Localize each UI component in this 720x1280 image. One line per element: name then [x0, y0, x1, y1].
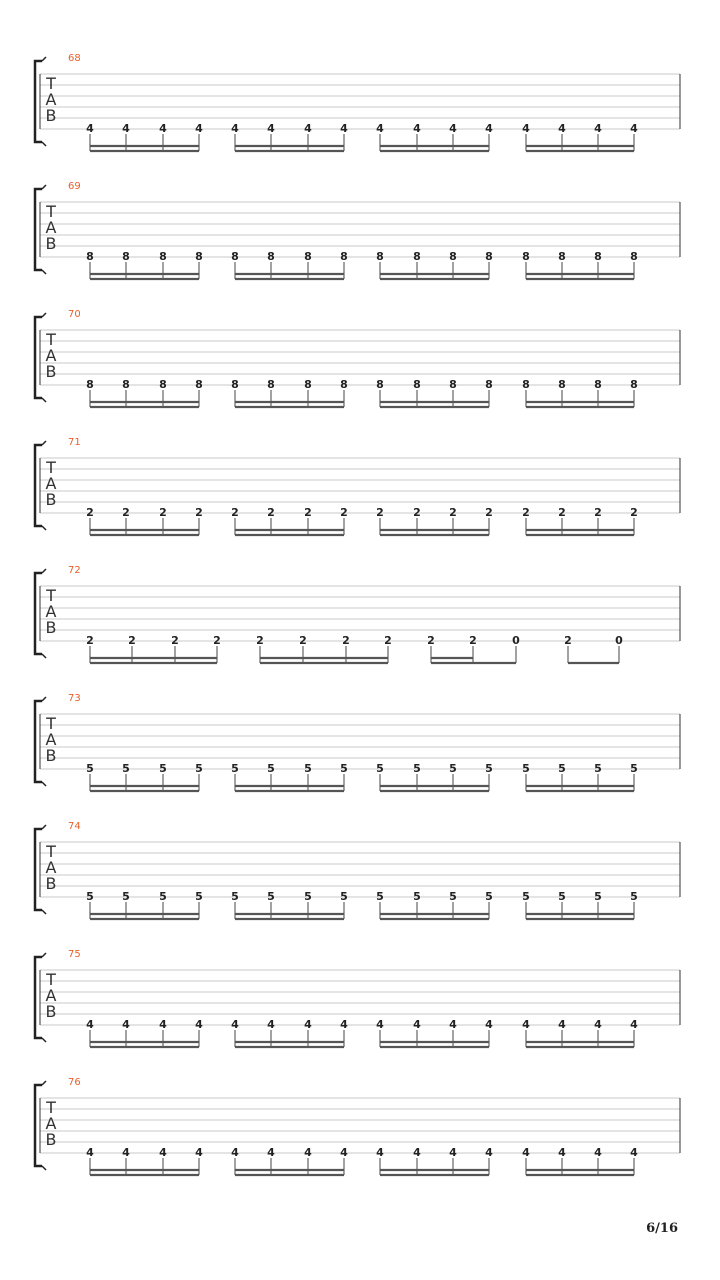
fret-number: 5: [485, 890, 493, 903]
fret-number: 5: [195, 890, 203, 903]
tab-clef-letter: B: [45, 746, 57, 765]
fret-number: 4: [159, 1018, 167, 1031]
system-bracket: [35, 573, 42, 654]
fret-number: 2: [86, 506, 94, 519]
fret-number: 4: [159, 122, 167, 135]
fret-number: 8: [594, 378, 602, 391]
fret-number: 4: [630, 1018, 638, 1031]
fret-number: 5: [304, 890, 312, 903]
fret-number: 8: [485, 250, 493, 263]
fret-number: 8: [413, 250, 421, 263]
tab-clef-letter: T: [46, 1098, 56, 1117]
bracket-hook-top: [42, 1081, 46, 1085]
fret-number: 5: [449, 890, 457, 903]
bracket-hook-top: [42, 441, 46, 445]
fret-number: 5: [267, 762, 275, 775]
fret-number: 5: [159, 762, 167, 775]
fret-number: 5: [86, 890, 94, 903]
tab-clef-letter: A: [45, 1114, 57, 1133]
fret-number: 4: [413, 122, 421, 135]
fret-number: 2: [195, 506, 203, 519]
tab-clef-letter: T: [46, 586, 56, 605]
bracket-hook-top: [42, 825, 46, 829]
fret-number: 4: [267, 1146, 275, 1159]
fret-number: 4: [231, 122, 239, 135]
measure-number: 72: [68, 565, 81, 576]
fret-number: 4: [304, 122, 312, 135]
system-bracket: [35, 701, 42, 782]
fret-number: 2: [594, 506, 602, 519]
fret-number: 2: [171, 634, 179, 647]
bracket-hook-bottom: [42, 1038, 46, 1042]
fret-number: 8: [86, 250, 94, 263]
fret-number: 2: [267, 506, 275, 519]
fret-number: 4: [340, 122, 348, 135]
tab-clef-letter: A: [45, 218, 57, 237]
tab-clef-letter: A: [45, 474, 57, 493]
fret-number: 4: [340, 1146, 348, 1159]
fret-number: 8: [195, 378, 203, 391]
fret-number: 4: [413, 1146, 421, 1159]
system-bracket: [35, 61, 42, 142]
fret-number: 8: [122, 250, 130, 263]
fret-number: 4: [522, 1146, 530, 1159]
fret-number: 4: [376, 122, 384, 135]
tab-clef-letter: A: [45, 858, 57, 877]
fret-number: 4: [195, 122, 203, 135]
fret-number: 4: [485, 122, 493, 135]
measure-number: 76: [68, 1077, 81, 1088]
fret-number: 5: [485, 762, 493, 775]
fret-number: 5: [86, 762, 94, 775]
fret-number: 4: [376, 1146, 384, 1159]
fret-number: 2: [376, 506, 384, 519]
system-bracket: [35, 829, 42, 910]
bracket-hook-bottom: [42, 654, 46, 658]
fret-number: 4: [558, 122, 566, 135]
tab-clef-letter: B: [45, 1002, 57, 1021]
fret-number: 4: [86, 122, 94, 135]
bracket-hook-bottom: [42, 1166, 46, 1170]
fret-number: 4: [267, 1018, 275, 1031]
bracket-hook-bottom: [42, 270, 46, 274]
fret-number: 2: [340, 506, 348, 519]
fret-number: 5: [558, 890, 566, 903]
tab-clef-letter: T: [46, 714, 56, 733]
fret-number: 2: [213, 634, 221, 647]
fret-number: 5: [522, 762, 530, 775]
fret-number: 2: [86, 634, 94, 647]
bracket-hook-bottom: [42, 142, 46, 146]
fret-number: 5: [449, 762, 457, 775]
fret-number: 4: [195, 1146, 203, 1159]
fret-number: 2: [304, 506, 312, 519]
fret-number: 8: [231, 250, 239, 263]
tab-clef-letter: A: [45, 986, 57, 1005]
fret-number: 5: [413, 890, 421, 903]
fret-number: 4: [449, 1018, 457, 1031]
fret-number: 4: [86, 1146, 94, 1159]
fret-number: 8: [159, 378, 167, 391]
fret-number: 4: [594, 1146, 602, 1159]
fret-number: 4: [449, 1146, 457, 1159]
fret-number: 2: [342, 634, 350, 647]
fret-number: 8: [558, 378, 566, 391]
bracket-hook-top: [42, 57, 46, 61]
bracket-hook-bottom: [42, 526, 46, 530]
tab-clef-letter: T: [46, 74, 56, 93]
tab-clef-letter: T: [46, 842, 56, 861]
fret-number: 4: [485, 1018, 493, 1031]
fret-number: 4: [340, 1018, 348, 1031]
bracket-hook-top: [42, 697, 46, 701]
tab-clef-letter: B: [45, 362, 57, 381]
fret-number: 4: [122, 122, 130, 135]
tab-clef-letter: T: [46, 970, 56, 989]
tab-clef-letter: A: [45, 90, 57, 109]
fret-number: 4: [267, 122, 275, 135]
fret-number: 4: [122, 1018, 130, 1031]
fret-number: 2: [122, 506, 130, 519]
fret-number: 4: [522, 122, 530, 135]
fret-number: 5: [304, 762, 312, 775]
fret-number: 4: [413, 1018, 421, 1031]
fret-number: 4: [231, 1018, 239, 1031]
fret-number: 4: [630, 1146, 638, 1159]
fret-number: 8: [340, 250, 348, 263]
fret-number: 2: [449, 506, 457, 519]
fret-number: 8: [304, 378, 312, 391]
fret-number: 5: [340, 762, 348, 775]
fret-number: 2: [485, 506, 493, 519]
fret-number: 5: [159, 890, 167, 903]
fret-number: 5: [376, 890, 384, 903]
fret-number: 4: [485, 1146, 493, 1159]
fret-number: 5: [231, 762, 239, 775]
tab-clef-letter: A: [45, 346, 57, 365]
fret-number: 5: [594, 762, 602, 775]
fret-number: 2: [427, 634, 435, 647]
bracket-hook-top: [42, 313, 46, 317]
system-bracket: [35, 1085, 42, 1166]
system-bracket: [35, 957, 42, 1038]
tab-clef-letter: A: [45, 602, 57, 621]
fret-number: 4: [304, 1146, 312, 1159]
system-bracket: [35, 317, 42, 398]
fret-number: 5: [231, 890, 239, 903]
bracket-hook-top: [42, 569, 46, 573]
fret-number: 8: [231, 378, 239, 391]
tab-clef-letter: T: [46, 458, 56, 477]
measure-number: 75: [68, 949, 81, 960]
fret-number: 2: [522, 506, 530, 519]
page-number: 6/16: [646, 1221, 678, 1236]
fret-number: 8: [122, 378, 130, 391]
fret-number: 5: [630, 890, 638, 903]
fret-number: 8: [522, 250, 530, 263]
fret-number: 8: [413, 378, 421, 391]
fret-number: 5: [340, 890, 348, 903]
bracket-hook-top: [42, 185, 46, 189]
fret-number: 8: [630, 378, 638, 391]
bracket-hook-bottom: [42, 398, 46, 402]
fret-number: 2: [256, 634, 264, 647]
fret-number: 5: [594, 890, 602, 903]
tab-clef-letter: B: [45, 234, 57, 253]
fret-number: 4: [522, 1018, 530, 1031]
fret-number: 4: [594, 122, 602, 135]
fret-number: 8: [376, 378, 384, 391]
tab-clef-letter: T: [46, 202, 56, 221]
fret-number: 4: [558, 1146, 566, 1159]
fret-number: 2: [469, 634, 477, 647]
fret-number: 4: [231, 1146, 239, 1159]
fret-number: 5: [630, 762, 638, 775]
fret-number: 8: [449, 250, 457, 263]
fret-number: 4: [122, 1146, 130, 1159]
tab-clef-letter: T: [46, 330, 56, 349]
bracket-hook-bottom: [42, 782, 46, 786]
fret-number: 5: [195, 762, 203, 775]
fret-number: 2: [231, 506, 239, 519]
fret-number: 8: [304, 250, 312, 263]
fret-number: 4: [86, 1018, 94, 1031]
fret-number: 8: [159, 250, 167, 263]
fret-number: 8: [449, 378, 457, 391]
fret-number: 5: [122, 890, 130, 903]
fret-number: 8: [376, 250, 384, 263]
fret-number: 2: [384, 634, 392, 647]
fret-number: 4: [376, 1018, 384, 1031]
fret-number: 5: [558, 762, 566, 775]
fret-number: 2: [413, 506, 421, 519]
fret-number: 0: [512, 634, 520, 647]
fret-number: 4: [558, 1018, 566, 1031]
tab-clef-letter: B: [45, 874, 57, 893]
fret-number: 8: [630, 250, 638, 263]
bracket-hook-bottom: [42, 910, 46, 914]
fret-number: 8: [86, 378, 94, 391]
fret-number: 5: [122, 762, 130, 775]
fret-number: 8: [485, 378, 493, 391]
fret-number: 5: [413, 762, 421, 775]
tab-clef-letter: B: [45, 1130, 57, 1149]
measure-number: 70: [68, 309, 81, 320]
fret-number: 4: [630, 122, 638, 135]
fret-number: 8: [267, 250, 275, 263]
fret-number: 4: [594, 1018, 602, 1031]
fret-number: 4: [159, 1146, 167, 1159]
fret-number: 2: [299, 634, 307, 647]
fret-number: 8: [558, 250, 566, 263]
fret-number: 2: [564, 634, 572, 647]
fret-number: 8: [522, 378, 530, 391]
tab-clef-letter: B: [45, 618, 57, 637]
fret-number: 5: [376, 762, 384, 775]
fret-number: 8: [340, 378, 348, 391]
measure-number: 74: [68, 821, 81, 832]
system-bracket: [35, 445, 42, 526]
fret-number: 5: [522, 890, 530, 903]
measure-number: 68: [68, 53, 81, 64]
fret-number: 4: [195, 1018, 203, 1031]
fret-number: 2: [558, 506, 566, 519]
tab-clef-letter: B: [45, 106, 57, 125]
fret-number: 2: [159, 506, 167, 519]
fret-number: 2: [128, 634, 136, 647]
fret-number: 2: [630, 506, 638, 519]
fret-number: 8: [195, 250, 203, 263]
measure-number: 69: [68, 181, 81, 192]
tab-clef-letter: A: [45, 730, 57, 749]
fret-number: 4: [449, 122, 457, 135]
measure-number: 71: [68, 437, 81, 448]
system-bracket: [35, 189, 42, 270]
bracket-hook-top: [42, 953, 46, 957]
fret-number: 4: [304, 1018, 312, 1031]
measure-number: 73: [68, 693, 81, 704]
fret-number: 8: [267, 378, 275, 391]
fret-number: 0: [615, 634, 623, 647]
tab-clef-letter: B: [45, 490, 57, 509]
fret-number: 5: [267, 890, 275, 903]
fret-number: 8: [594, 250, 602, 263]
